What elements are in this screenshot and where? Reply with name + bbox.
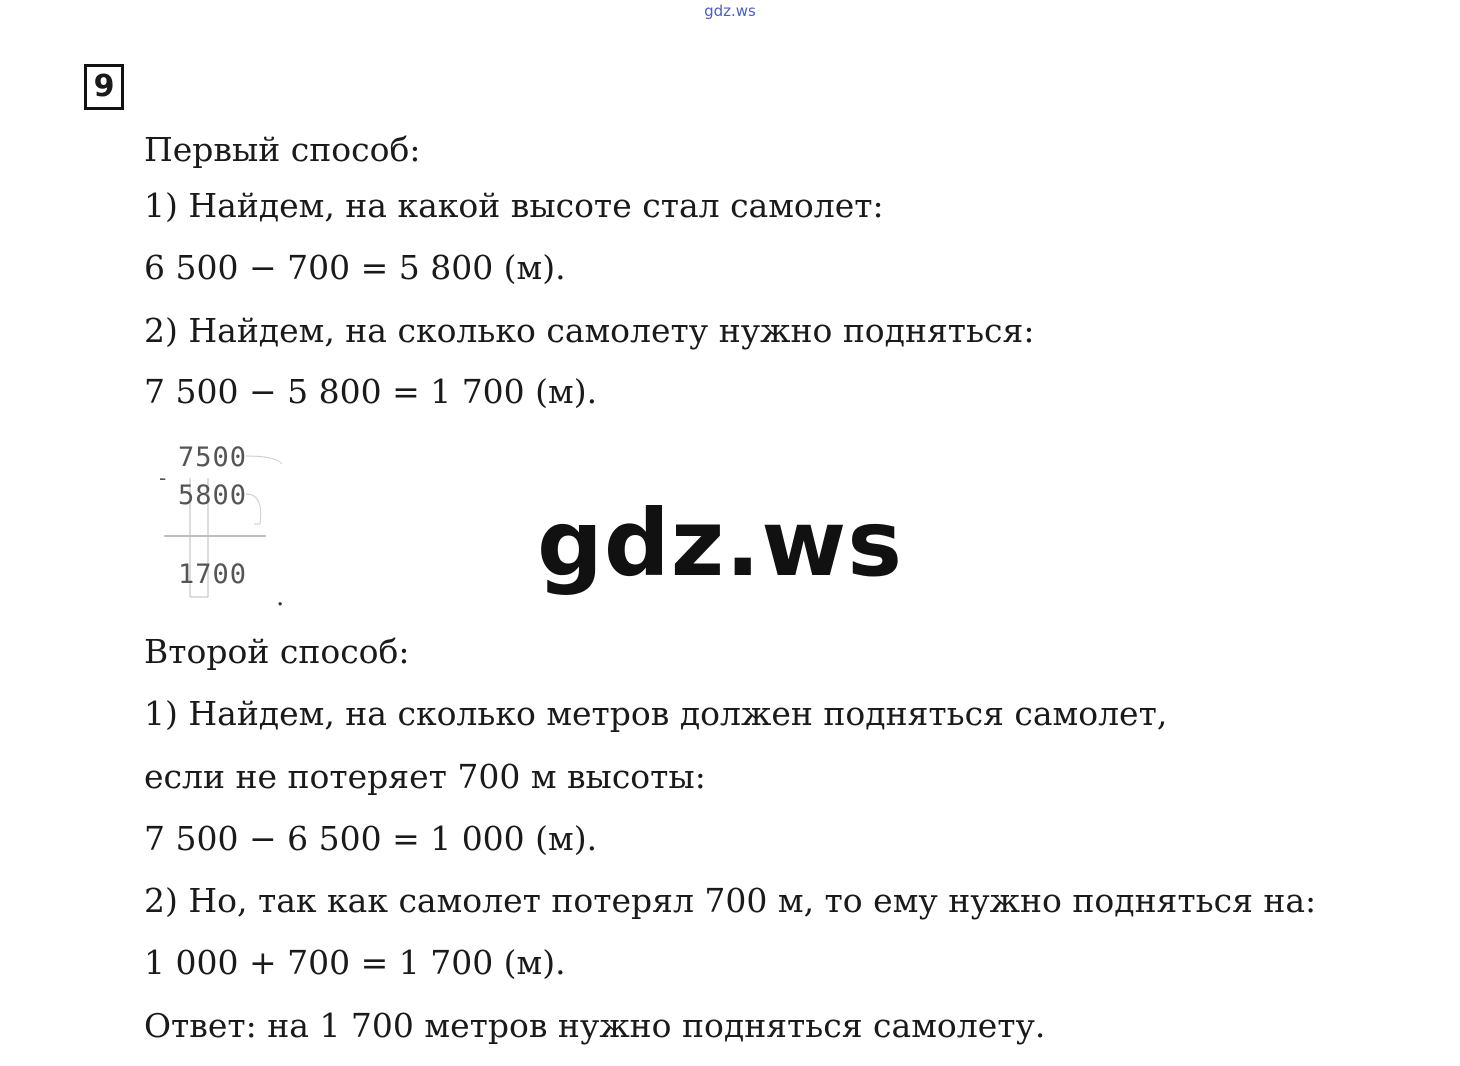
method1-calc2: 7 500 − 5 800 = 1 700 (м).: [144, 372, 598, 411]
method1-title: Первый способ:: [144, 130, 421, 169]
method2-step1-line2: если не потеряет 700 м высоты:: [144, 757, 706, 796]
method2-step2: 2) Но, так как самолет потерял 700 м, то ему нужно подняться на:: [144, 881, 1317, 920]
column-minuend: 7500: [178, 442, 248, 473]
column-minus-sign: -: [159, 466, 167, 490]
method1-step1: 1) Найдем, на какой высоте стал самолет:: [144, 186, 884, 225]
method2-title: Второй способ:: [144, 632, 410, 671]
method2-calc1: 7 500 − 6 500 = 1 000 (м).: [144, 819, 598, 858]
method2-step1-line1: 1) Найдем, на сколько метров должен подняться самолет,: [144, 694, 1168, 733]
column-subtrahend: 5800: [178, 480, 248, 511]
task-number-box: 9: [84, 64, 124, 110]
top-watermark: gdz.ws: [704, 2, 756, 20]
column-subtraction: [156, 442, 286, 612]
center-watermark: gdz.ws: [537, 490, 903, 597]
column-result: 1700: [178, 559, 248, 590]
method1-step2: 2) Найдем, на сколько самолету нужно подняться:: [144, 311, 1035, 350]
method1-calc1: 6 500 − 700 = 5 800 (м).: [144, 248, 566, 287]
method2-calc2: 1 000 + 700 = 1 700 (м).: [144, 943, 566, 982]
answer-line: Ответ: на 1 700 метров нужно подняться самолету.: [144, 1006, 1046, 1045]
column-end-dot: .: [276, 582, 285, 612]
